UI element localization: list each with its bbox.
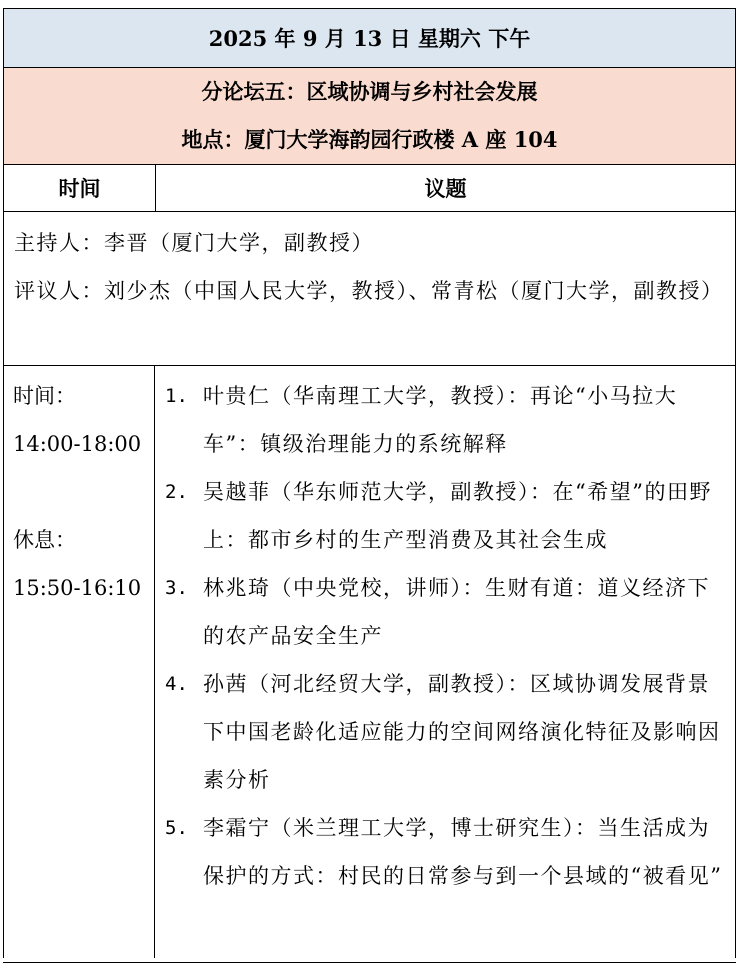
list-item (165, 660, 727, 804)
item-number: 5. (165, 817, 188, 839)
talk-list (155, 366, 735, 958)
host-row (4, 212, 735, 366)
list-item (165, 372, 727, 468)
item-number: 2. (165, 481, 188, 503)
date-text: 2025 年 9 月 13 日 星期六 下午 (208, 26, 531, 51)
forum-row (4, 68, 735, 165)
schedule-row (4, 366, 735, 958)
table-bottom-border (3, 962, 736, 963)
item-text: 李霜宁（米兰理工大学，博士研究生）：当生活成为保护的方式：村民的日常参与到一个县域的“被看见” (203, 816, 723, 888)
header-time: 时间 (4, 165, 156, 211)
item-number: 4. (165, 673, 188, 695)
item-text: 林兆琦（中央党校，讲师）：生财有道：道义经济下的农产品安全生产 (203, 576, 710, 648)
date-row (4, 9, 735, 68)
item-text: 叶贵仁（华南理工大学，教授）：再论“小马拉大车”：镇级治理能力的系统解释 (203, 384, 678, 456)
item-text: 孙茜（河北经贸大学，副教授）：区域协调发展背景下中国老龄化适应能力的空间网络演化特征及影响因素分析 (203, 672, 721, 792)
item-number: 1. (165, 385, 188, 407)
break-value: 15:50-16:10 (13, 576, 142, 600)
header-topic: 议题 (424, 176, 467, 201)
forum-title: 分论坛五：区域协调与乡村社会发展 (201, 79, 538, 104)
commentators-line: 评议人：刘少杰（中国人民大学，教授）、常青松（厦门大学，副教授） (14, 279, 724, 303)
item-text: 吴越菲（华东师范大学，副教授）：在“希望”的田野上：都市乡村的生产型消费及其社会生成 (203, 480, 712, 552)
list-item (165, 804, 727, 900)
forum-location: 地点：厦门大学海韵园行政楼 A 座 104 (181, 127, 558, 152)
list-item (165, 564, 727, 660)
item-number: 3. (165, 577, 188, 599)
time-label: 时间： (13, 384, 76, 408)
chair-line: 主持人：李晋（厦门大学，副教授） (14, 231, 374, 255)
break-label: 休息： (13, 528, 76, 552)
time-value: 14:00-18:00 (13, 432, 142, 456)
table-header (4, 165, 735, 212)
list-item (165, 468, 727, 564)
agenda-table (3, 8, 736, 958)
schedule-time-cell (4, 366, 155, 958)
